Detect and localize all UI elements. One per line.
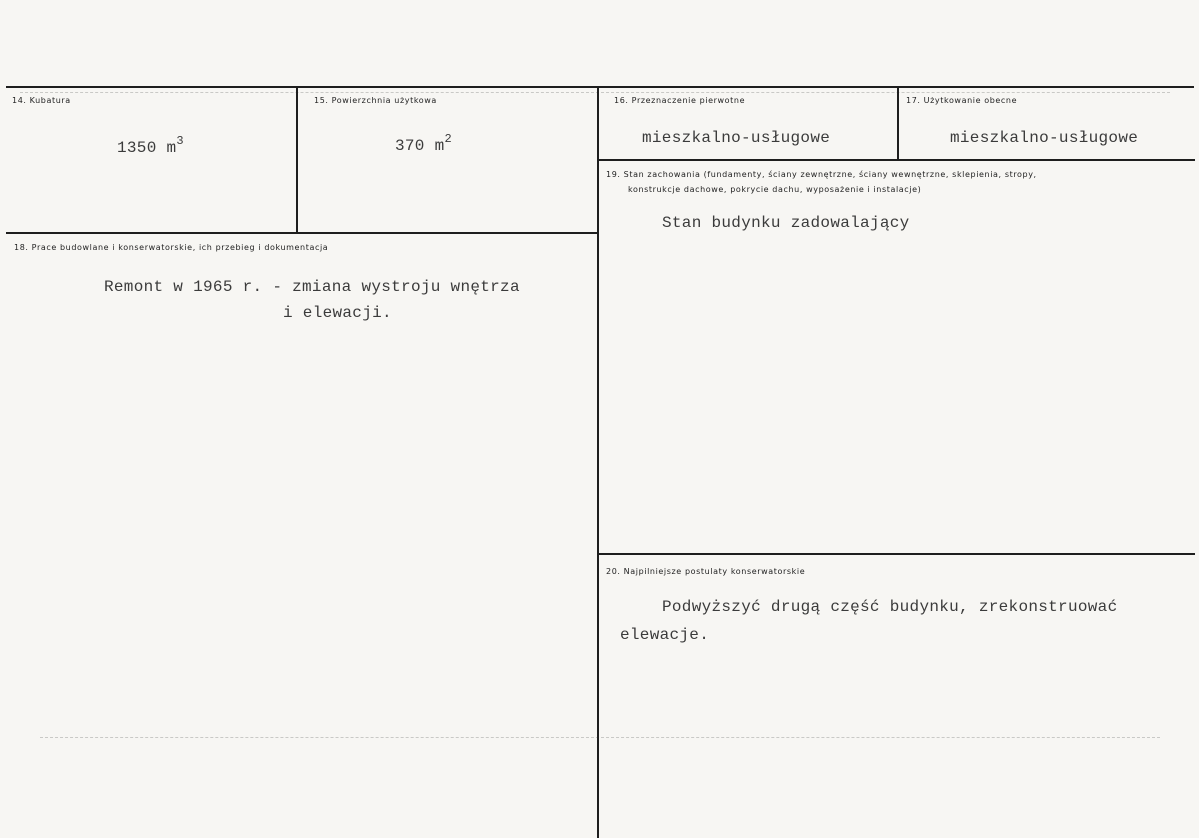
uzytkowanie-value: mieszkalno-usługowe: [950, 129, 1139, 147]
kubatura-number: 1350 m: [117, 139, 177, 157]
kubatura-value: [117, 134, 184, 157]
kubatura-label: 14. Kubatura: [12, 96, 71, 105]
center-divider: [597, 88, 599, 838]
powierzchnia-value: [395, 132, 453, 155]
stan-label-line2: konstrukcje dachowe, pokrycie dachu, wyposażenie i instalacje): [628, 185, 922, 194]
powierzchnia-number: 370 m: [395, 137, 445, 155]
divider-14-15: [296, 88, 298, 233]
postulaty-line2: elewacje.: [620, 626, 710, 644]
divider-16-17: [897, 88, 899, 160]
bottom-border-19: [599, 553, 1195, 555]
uzytkowanie-label: 17. Użytkowanie obecne: [906, 96, 1018, 105]
scan-mark-top: [20, 92, 1170, 93]
powierzchnia-label: 15. Powierzchnia użytkowa: [314, 96, 437, 105]
prace-line1: Remont w 1965 r. - zmiana wystroju wnętrza: [104, 278, 520, 296]
stan-value: Stan budynku zadowalający: [662, 214, 910, 232]
postulaty-line1: Podwyższyć drugą część budynku, zrekonstruować: [662, 598, 1118, 616]
prace-line2: i elewacji.: [283, 304, 392, 322]
kubatura-exponent: 3: [176, 134, 184, 148]
przeznaczenie-value: mieszkalno-usługowe: [642, 129, 831, 147]
stan-label-line1: 19. Stan zachowania (fundamenty, ściany zewnętrzne, ściany wewnętrzne, sklepienia, stropy,: [606, 170, 1037, 179]
przeznaczenie-label: 16. Przeznaczenie pierwotne: [614, 96, 746, 105]
bottom-border-14-15: [6, 232, 598, 234]
prace-label: 18. Prace budowlane i konserwatorskie, ich przebieg i dokumentacja: [14, 243, 329, 252]
bottom-border-16-17: [599, 159, 1195, 161]
postulaty-label: 20. Najpilniejsze postulaty konserwatorskie: [606, 567, 806, 576]
scan-mark-bottom: [40, 737, 1160, 738]
top-border: [6, 86, 1194, 88]
powierzchnia-exponent: 2: [444, 132, 453, 146]
